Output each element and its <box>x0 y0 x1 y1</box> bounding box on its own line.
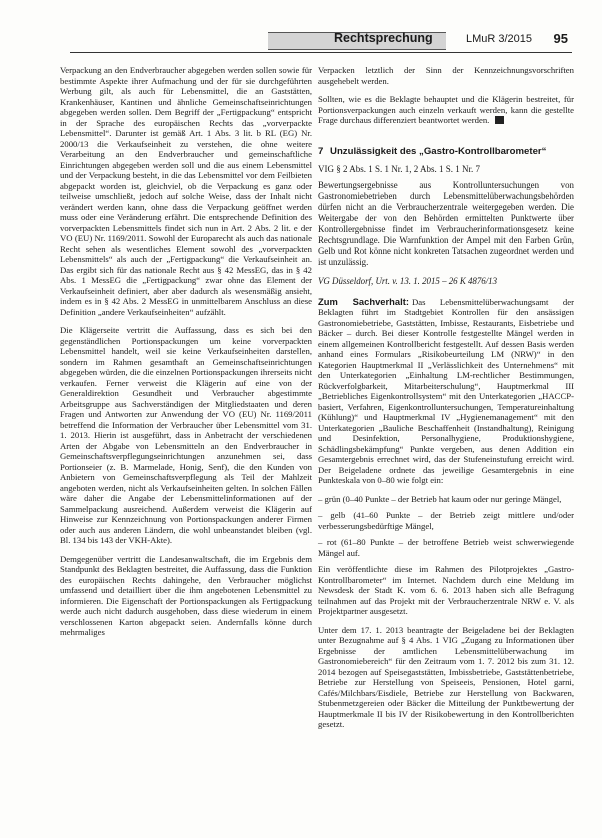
case-heading <box>318 146 574 158</box>
facts-text: Das Lebensmittelüberwachungsamt der Beklagten führt im Stadtgebiet Kontrollen für den ansässigen Gastronomiebetriebe, Gaststätten, Imbisse, Restaurants, Eisbetriebe und Bäcker – durch. Bei dieser Kontrolle festgestellte Mängel werden in einem allgemeinen Kontrollbericht festgestellt. Auf dessen Basis werden anhand eines Formulars „Risikobeurteilung LM (NRW)“ in den Kategorien Hauptmerkmal II „Verlässlichkeit des Unternehmens“ mit den Unterkategorien „Einhaltung LM-rechtlicher Bestimmungen, Rückverfolgbarkeit, Mitarbeiterschulung“, Hauptmerkmal III „Betriebliches Eigenkontrollsystem“ mit den Unterkategorien „HACCP-basiert, Verfahren, Eigenkontrolluntersuchungen, Temperatureinhaltung (Kühlung)“ und Hauptmerkmal IV „Hygienemanagement“ mit den Unterkategorien „Bauliche Beschaffenheit (Instandhaltung), Reinigung und Desinfektion, Personalhygiene, Produktionshygiene, Schädlingsbekämpfung“ Punkte vergeben, aus denen Addition ein Gesamtergebnis errechnet wird, das der Stufeneinstufung erreicht wird. Der Beigeladene ordnete das jeweilige Gesamtergebnis in eine Punkteskala von 0–80 wie folgt ein: <box>318 296 575 485</box>
body-paragraph: Verpackung an den Endverbraucher abgegeben werden sollen sowie für bestimmte Aspekte ihrer Aufmachung und der für sie durchgeführten Werbung gilt, als auch für Lebensmittel, die an Gaststätten, Krankenhäuser, Kantinen und ähnliche Gemeinschaftseinrichtungen abgegeben werden sollen. Dem Begriff der „Fertigpackung“ entspricht in der Sprache des europäischen Rechts das „vorverpackte Lebensmittel“. Darunter ist gemäß Art. 1 Abs. 3 lit. b RL (EG) Nr. 2000/13 die Verkaufseinheit zu verstehen, die ohne weitere Verarbeitung an den Endverbraucher und gemeinschaftliche Einrichtungen abgegeben werden soll und die aus einem Lebensmittel und der Verpackung besteht, in die das Lebensmittel vor dem Feilbieten abgepackt worden ist, gleichviel, ob die Verpackung es ganz oder teilweise umschließt, jedoch auf solche Weise, dass der Inhalt nicht verändert werden kann, ohne dass die Verpackung geöffnet werden muss oder eine Veränderung erfährt. Die entsprechende Definition des vorverpackten Lebensmittels findet sich nun in Art. 2 Abs. 2 lit. e der VO (EU) Nr. 1169/2011. Sowohl der Europarecht als auch das nationale Recht sehen als wesentliches Element sowohl des „vorverpackten Lebensmittels“ als auch der „Fertigpackung“ die Verkaufseinheit an. Das ergibt sich für das nationale Recht aus § 42 MessEG, das in § 42 Abs. 1 MessEG die „Fertigpackung“ zwar ohne das Element der Verkaufseinheit definiert, aber aber dadurch als wesensmäßig ansieht, indem es in § 42 Abs. 2 MessEG in unmittelbarem Anschluss an diese Definition „andere Verkaufseinheiten“ aufzählt. <box>60 65 312 317</box>
statute-reference: VIG § 2 Abs. 1 S. 1 Nr. 1, 2 Abs. 1 S. 1 Nr. 7 <box>318 163 481 174</box>
case-title: Unzulässigkeit des „Gastro-Kontrollbarometer“ <box>330 145 547 157</box>
facts-paragraph <box>318 297 574 486</box>
body-text: Sollten, wie es die Beklagte behauptet und die Klägerin bestreitet, für Portionsverpackungen auch einzeln verkauft werden, kann die gestellte Frage durchaus differenziert beantwortet werden. <box>318 94 574 125</box>
left-column <box>60 65 312 646</box>
body-paragraph: Ein veröffentlichte diese im Rahmen des Pilotprojektes „Gastro-Kontrollbarometer“ im Internet. Nachdem durch eine Meldung im Newsdesk der Stadt K. vom 6. 6. 2013 haben sich alle Befragung teilnahmen auf das Projekt mit der Verbraucherzentrale NRW e. V. als Projektpartner ausgesetzt. <box>318 564 574 616</box>
body-paragraph <box>318 94 574 126</box>
section-title: Rechtsprechung <box>334 31 433 45</box>
headnote: Bewertungsergebnisse aus Kontrolluntersuchungen von Gastronomiebetrieben durch Lebensmittelüberwachungsbehörden dürfen nicht an die Verbraucherzentrale weitergegeben werden. Die Weitergabe der von den Behörden ermittelten Punktwerte über Kontrollergebnisse findet im Verbraucherinformationsgesetz keine Rechtsgrundlage. Die Warnfunktion der Ampel mit den Farben Grün, Gelb und Rot könne nicht konkreten Tatsachen zugeordnet werden und ist unzulässig. <box>318 180 574 267</box>
body-paragraph: Unter dem 17. 1. 2013 beantragte der Beigeladene bei der Beklagten unter Bezugnahme auf § 4 Abs. 1 VIG „Zugang zu Informationen über Ergebnisse der amtlichen Lebensmittelüberwachung im Gastronomiebereich“ für den Zeitraum vom 1. 7. 2012 bis zum 31. 12. 2014 bezogen auf Speisegaststätten, Imbissbetriebe, Gaststättenbetriebe, Betriebe zur Herstellung von Speiseeis, Pensionen, Hotel garni, Cafés/Milchbars/Eisdiele, Betriebe zur Herstellung von Backwaren, Stubenmetzgereien oder Bäcker die Mitteilung der Punktbewertung der Hauptmerkmale II bis IV der Risikobewertung in den Kontrollberichten gesetzt. <box>318 624 574 729</box>
body-paragraph: Verpacken letztlich der Sinn der Kennzeichnungsvorschriften ausgehebelt werden. <box>318 65 574 86</box>
journal-reference: LMuR 3/2015 <box>465 33 532 45</box>
body-paragraph: Demgegenüber vertritt die Landesanwaltschaft, die im Ergebnis dem Standpunkt des Beklagten bestreitet, die Auffassung, dass die Funktion des europäischen Rechts dahingehe, den Verbraucher möglichst umfassend und detailliert über die ihm angebotenen Lebensmittel zu informieren. Die Eigenschaft der Portionspackungen als Fertigpackung werde auch nicht dadurch ausgehoben, dass diese wiederum in einem verschlossenen Karton abgepackt seien. Andernfalls könne durch mehrmaliges <box>60 553 312 637</box>
end-of-article-mark <box>495 116 504 124</box>
case-number: 7 <box>318 145 324 157</box>
facts-lead: Zum Sachverhalt: <box>318 295 409 307</box>
scale-item-red: – rot (61–80 Punkte – der betroffene Betrieb weist schwerwiegende Mängel auf. <box>318 537 574 558</box>
right-column <box>318 65 574 738</box>
page-header <box>70 28 572 53</box>
page-number: 95 <box>553 31 568 46</box>
scale-item-yellow: – gelb (41–60 Punkte – der Betrieb zeigt mittlere und/oder verbesserungsbedürftige Mängel, <box>318 510 574 531</box>
court-citation: VG Düsseldorf, Urt. v. 13. 1. 2015 – 26 K 4876/13 <box>318 276 498 286</box>
body-paragraph: Die Klägerseite vertritt die Auffassung, dass es sich bei den gegenständlichen Portionspackungen um keine vorverpackten Lebensmittel handelt, weil sie keine Verkaufseinheiten darstellen, sondern im Rahmen gesamthaft an Gemeinschaftseinrichtungen abgegeben würden, die die einzelnen Portionspackungen ihrerseits nicht verkaufen. Ferner verweist die Klägerin auf eine von der Generaldirektion Gesundheit und Verbraucher abgestimmte Arbeitsgruppe aus Sachverständigen der Mitgliedstaaten und deren Fragen und Antworten zur Anwendung der VO (EU) Nr. 1169/2011 betreffend die Information der Verbraucher über Lebensmittel vom 31. 1. 2013. Hierin ist ausgeführt, dass in Anbetracht der verschiedenen Arten der Abgabe von Lebensmitteln an den Endverbraucher in Gemeinschaftsverpflegungseinrichtungen anzunehmen sei, dass Portionseier (z. B. Marmelade, Honig, Senf), die den Kunden von Anbietern von Gemeinschaftsverpflegung als Teil der Mahlzeit angeboten werden, nicht als Verkaufseinheiten gelten. In solchen Fällen wäre daher die Angabe der Lebensmittelinformationen auf der Sammelpackung ausreichend. Außerdem verweist die Klägerin auf Hinweise zur Kennzeichnung von Portionspackungen anderer Firmen oder auch aus anderen Ländern, die wohl unbeanstandet bleiben (vgl. Bl. 134 bis 143 der VKH-Akte). <box>60 325 312 545</box>
scale-item-green: – grün (0–40 Punkte – der Betrieb hat kaum oder nur geringe Mängel, <box>318 493 562 504</box>
